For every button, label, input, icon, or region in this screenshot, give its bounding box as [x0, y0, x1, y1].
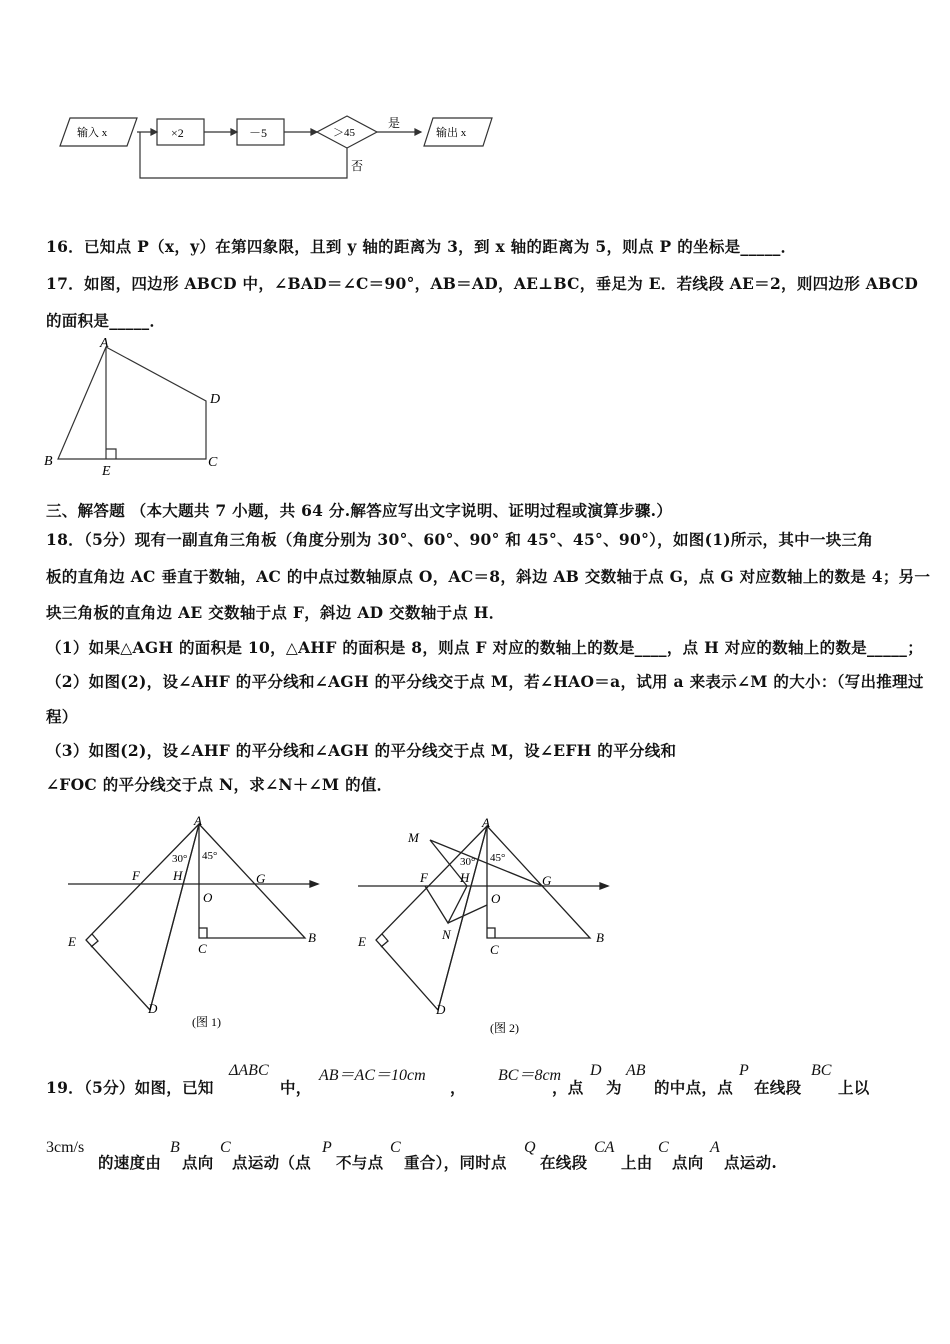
fig2-label-e: E	[358, 934, 366, 949]
quadrilateral-figure	[40, 335, 230, 480]
q19-point-b: B	[170, 1139, 180, 1156]
fig1-caption: (图 1)	[192, 1015, 221, 1029]
flow-no-label: 否	[351, 159, 364, 173]
q19-text-11: 不与点	[336, 1153, 384, 1172]
flowchart-figure	[55, 110, 505, 190]
fig2-angle-45: 45°	[490, 852, 506, 864]
q19-segment-ca: CA	[594, 1139, 615, 1156]
question-19-line1	[46, 1060, 926, 1110]
fig1-label-c: C	[198, 941, 207, 956]
fig2-label-n: N	[442, 927, 451, 942]
q19-text-16: 点运动.	[724, 1153, 778, 1172]
fig1-label-o: O	[203, 890, 213, 905]
quad-label-a: A	[100, 336, 109, 351]
question-18-line2: 板的直角边 AC 垂直于数轴，AC 的中点过数轴原点 O，AC＝8，斜边 AB 交数轴于点 G，点 G 对应数轴上的数是 4；另一	[46, 567, 931, 586]
quad-label-b: B	[44, 454, 53, 469]
flow-op2-label: －5	[249, 126, 268, 140]
question-19-line2	[46, 1135, 926, 1185]
question-17-line1: 17．如图，四边形 ABCD 中，∠BAD＝∠C＝90°，AB＝AD，AE⊥BC，垂足为 E．若线段 AE＝2，则四边形 ABCD	[46, 274, 919, 293]
flow-op1-label: ×2	[171, 126, 184, 140]
q19-triangle: ΔABC	[229, 1062, 269, 1079]
q19-eq1: AB＝AC＝10cm	[319, 1067, 426, 1084]
fig1-label-h: H	[173, 868, 183, 883]
fig1-label-e: E	[68, 934, 76, 949]
fig1-angle-30: 30°	[172, 853, 188, 865]
section-3-title: 三、解答题 （本大题共 7 小题，共 64 分.解答应写出文字说明、证明过程或演算步骤.）	[46, 501, 673, 520]
fig2-angle-30: 30°	[460, 856, 476, 868]
q19-point-p: P	[739, 1062, 749, 1079]
fig1-label-f: F	[132, 868, 140, 883]
fig2-label-g: G	[542, 873, 552, 888]
fig2-label-f: F	[420, 870, 428, 885]
q19-point-q: Q	[524, 1139, 536, 1156]
question-18-line1: 18．（5分）现有一副直角三角板（角度分别为 30°、60°、90° 和 45°、45°、90°），如图(1)所示，其中一块三角	[46, 530, 874, 549]
q19-point-c2: C	[390, 1139, 401, 1156]
q19-text-10: 点运动（点	[232, 1153, 312, 1172]
triangle-figure-1	[60, 810, 330, 1035]
q19-number: 19．（5分）如图，已知	[46, 1078, 214, 1097]
fig2-label-o: O	[491, 891, 501, 906]
fig1-label-g: G	[256, 871, 266, 886]
q19-text-5: 的中点，点	[654, 1078, 734, 1097]
question-18-sub2b: 程）	[46, 707, 78, 726]
question-18-sub1: （1）如果△AGH 的面积是 10，△AHF 的面积是 8，则点 F 对应的数轴上的数是____，点 H 对应的数轴上的数是_____；	[46, 638, 924, 657]
flow-input-label: 输入 x	[77, 127, 108, 139]
q19-text-7: 上以	[838, 1078, 870, 1097]
fig2-label-a: A	[482, 815, 490, 830]
q19-text-1: 中，	[280, 1078, 312, 1097]
q19-point-p2: P	[322, 1139, 332, 1156]
q19-text-2: ，	[450, 1078, 466, 1097]
q19-text-12: 重合），同时点	[404, 1153, 507, 1172]
fig1-angle-45: 45°	[202, 850, 218, 862]
q19-text-6: 在线段	[754, 1078, 802, 1097]
fig1-label-d: D	[148, 1001, 158, 1016]
fig1-label-b: B	[308, 930, 316, 945]
q19-speed: 3cm/s	[46, 1139, 85, 1156]
triangle-figure-2	[350, 810, 620, 1035]
q19-segment-ab: AB	[626, 1062, 646, 1079]
question-18-sub2a: （2）如图(2)，设∠AHF 的平分线和∠AGH 的平分线交于点 M，若∠HAO＝a，试用 a 来表示∠M 的大小：（写出推理过	[46, 672, 924, 691]
question-17-line2: 的面积是_____．	[46, 311, 166, 330]
quad-label-e: E	[102, 464, 111, 479]
flow-output-label: 输出 x	[436, 127, 467, 139]
q19-point-d: D	[590, 1062, 602, 1079]
fig2-label-b: B	[596, 930, 604, 945]
fig2-label-d: D	[436, 1002, 446, 1017]
question-18-sub3a: （3）如图(2)，设∠AHF 的平分线和∠AGH 的平分线交于点 M，设∠EFH 的平分线和	[46, 741, 677, 760]
q19-point-c3: C	[658, 1139, 669, 1156]
q19-text-15: 点向	[672, 1153, 704, 1172]
question-18-sub3b: ∠FOC 的平分线交于点 N，求∠N＋∠M 的值．	[46, 775, 393, 794]
q19-point-a: A	[710, 1139, 720, 1156]
quad-label-d: D	[210, 392, 221, 407]
q19-text-9: 点向	[182, 1153, 214, 1172]
fig2-caption: (图 2)	[490, 1021, 519, 1035]
fig2-label-m: M	[408, 830, 419, 845]
q19-text-8: 的速度由	[98, 1153, 162, 1172]
fig2-label-c: C	[490, 942, 499, 957]
q19-text-13: 在线段	[540, 1153, 588, 1172]
fig1-label-a: A	[194, 813, 202, 828]
q19-point-c: C	[220, 1139, 231, 1156]
question-18-line3: 块三角板的直角边 AE 交数轴于点 F，斜边 AD 交数轴于点 H．	[46, 603, 505, 622]
flow-cond-label: ＞45	[333, 127, 355, 139]
question-16: 16．已知点 P（x，y）在第四象限，且到 y 轴的距离为 3，到 x 轴的距离为 5，则点 P 的坐标是_____．	[46, 237, 797, 256]
q19-text-4: 为	[606, 1078, 622, 1097]
q19-text-3: ，点	[552, 1078, 584, 1097]
quad-label-c: C	[208, 455, 218, 470]
q19-eq2: BC＝8cm	[498, 1067, 562, 1084]
flow-yes-label: 是	[388, 116, 401, 130]
fig2-label-h: H	[460, 870, 470, 885]
q19-segment-bc: BC	[811, 1062, 832, 1079]
q19-text-14: 上由	[621, 1153, 653, 1172]
